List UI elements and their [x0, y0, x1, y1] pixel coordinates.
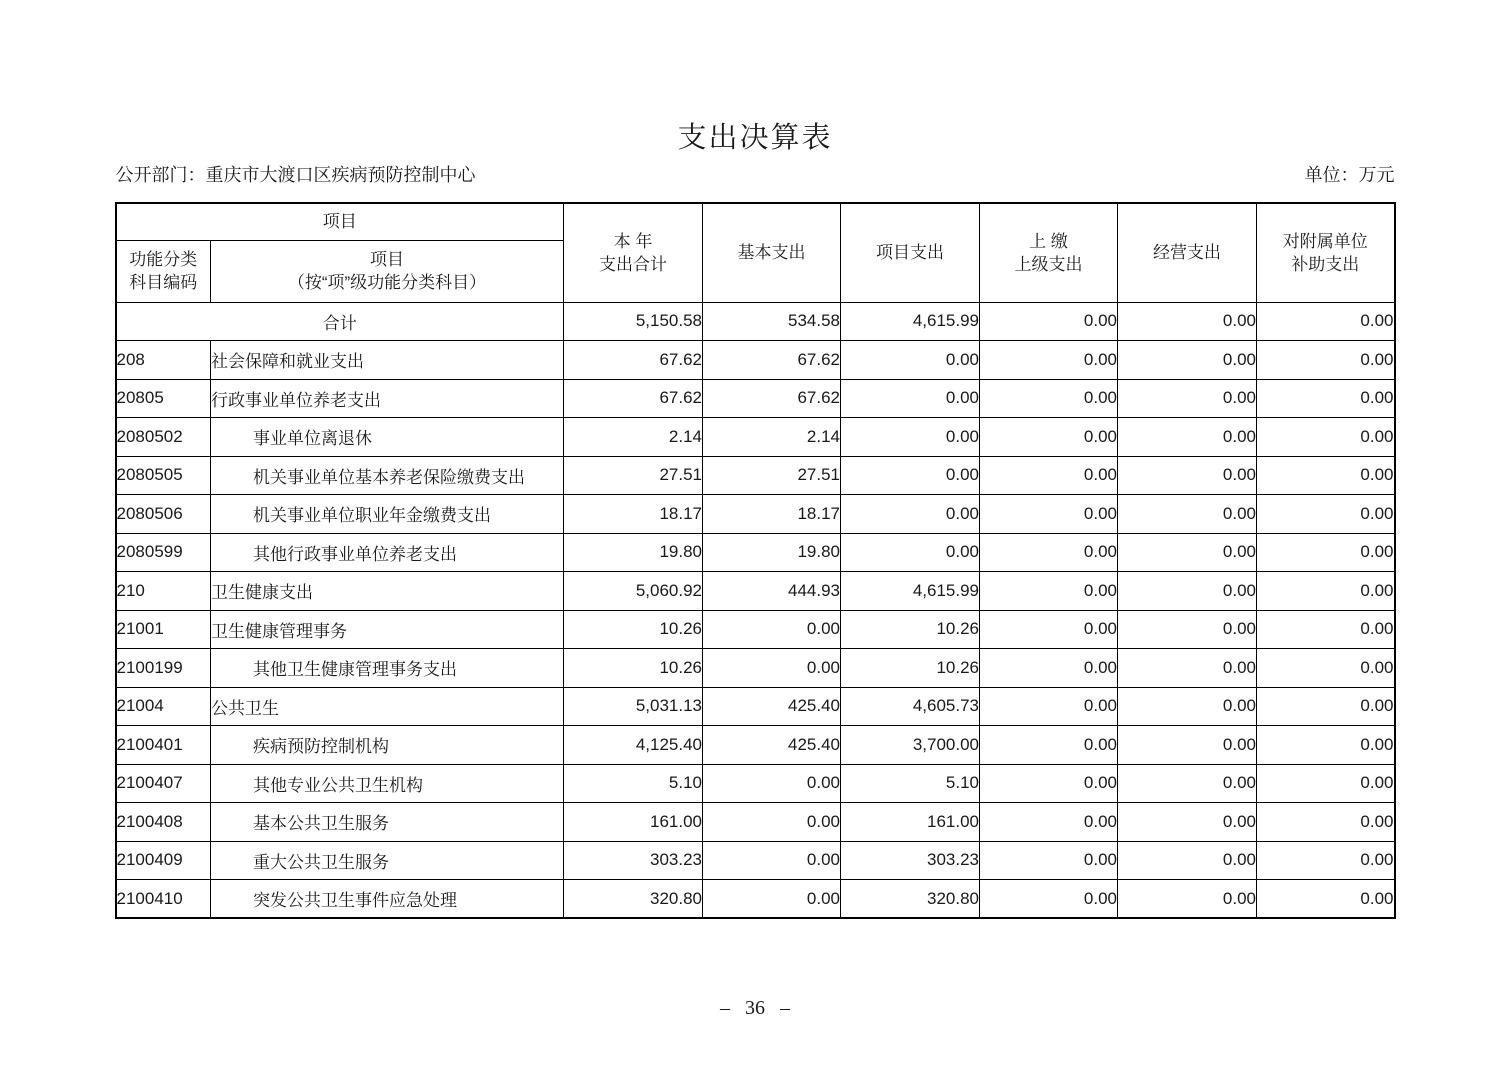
row-code: 21001: [116, 610, 211, 649]
cell-operating-expenditure: 0.00: [1118, 764, 1257, 803]
cell-annual-total: 5,150.58: [564, 302, 703, 341]
cell-operating-expenditure: 0.00: [1118, 803, 1257, 842]
cell-upper-remittance: 0.00: [980, 379, 1118, 418]
row-code: 2080599: [116, 533, 211, 572]
header-upper-remittance: [980, 203, 1118, 302]
cell-annual-total: 5,060.92: [564, 572, 703, 611]
cell-upper-remittance: 0.00: [980, 418, 1118, 457]
table-row: [116, 379, 1395, 418]
row-label: 其他行政事业单位养老支出: [211, 533, 564, 572]
cell-subsidy-expenditure: 0.00: [1257, 379, 1395, 418]
cell-basic-expenditure: 0.00: [703, 841, 841, 880]
cell-basic-expenditure: 425.40: [703, 726, 841, 765]
header-subsidy-line2: 补助支出: [1291, 254, 1360, 274]
cell-annual-total: 67.62: [564, 379, 703, 418]
table-row: [116, 687, 1395, 726]
expenditure-table: [115, 202, 1396, 919]
row-label: 机关事业单位职业年金缴费支出: [211, 495, 564, 534]
header-item-name-line2: （按“项”级功能分类科目）: [287, 273, 487, 292]
cell-annual-total: 320.80: [564, 880, 703, 919]
unit-label: 单位：万元: [1304, 165, 1395, 185]
cell-operating-expenditure: 0.00: [1118, 649, 1257, 688]
cell-upper-remittance: 0.00: [980, 649, 1118, 688]
header-function-code: [116, 240, 211, 302]
cell-annual-total: 161.00: [564, 803, 703, 842]
cell-upper-remittance: 0.00: [980, 803, 1118, 842]
cell-operating-expenditure: 0.00: [1118, 880, 1257, 919]
cell-subsidy-expenditure: 0.00: [1257, 726, 1395, 765]
cell-upper-remittance: 0.00: [980, 841, 1118, 880]
cell-annual-total: 10.26: [564, 610, 703, 649]
meta-row: [116, 164, 1395, 187]
row-label: 公共卫生: [211, 687, 564, 726]
header-annual-total-line1: 本 年: [613, 231, 653, 251]
cell-upper-remittance: 0.00: [980, 302, 1118, 341]
cell-basic-expenditure: 0.00: [703, 764, 841, 803]
cell-project-expenditure: 0.00: [841, 456, 980, 495]
cell-basic-expenditure: 0.00: [703, 880, 841, 919]
header-basic-expenditure: 基本支出: [703, 203, 841, 302]
cell-operating-expenditure: 0.00: [1118, 841, 1257, 880]
cell-basic-expenditure: 2.14: [703, 418, 841, 457]
row-label: 行政事业单位养老支出: [211, 379, 564, 418]
cell-upper-remittance: 0.00: [980, 533, 1118, 572]
table-row: [116, 803, 1395, 842]
header-annual-total: [564, 203, 703, 302]
header-function-code-line1: 功能分类: [129, 250, 198, 269]
cell-basic-expenditure: 0.00: [703, 803, 841, 842]
row-code: 2080506: [116, 495, 211, 534]
header-operating-expenditure: 经营支出: [1118, 203, 1257, 302]
cell-annual-total: 10.26: [564, 649, 703, 688]
cell-project-expenditure: 4,615.99: [841, 572, 980, 611]
page-number: – 36 –: [720, 997, 790, 1019]
header-upper-remittance-line1: 上 缴: [1029, 231, 1068, 251]
row-code: 210: [116, 572, 211, 611]
table-row: [116, 533, 1395, 572]
row-code: 2100407: [116, 764, 211, 803]
cell-subsidy-expenditure: 0.00: [1257, 841, 1395, 880]
cell-project-expenditure: 320.80: [841, 880, 980, 919]
header-subsidy-expenditure: [1257, 203, 1395, 302]
cell-subsidy-expenditure: 0.00: [1257, 610, 1395, 649]
cell-basic-expenditure: 534.58: [703, 302, 841, 341]
cell-annual-total: 67.62: [564, 341, 703, 380]
cell-subsidy-expenditure: 0.00: [1257, 764, 1395, 803]
cell-subsidy-expenditure: 0.00: [1257, 649, 1395, 688]
header-upper-remittance-line2: 上级支出: [1014, 254, 1083, 274]
row-code: 208: [116, 341, 211, 380]
cell-subsidy-expenditure: 0.00: [1257, 418, 1395, 457]
table-row: [116, 418, 1395, 457]
row-code: 2100408: [116, 803, 211, 842]
row-code: 20805: [116, 379, 211, 418]
cell-annual-total: 27.51: [564, 456, 703, 495]
header-item-name: [211, 240, 564, 302]
table-row: [116, 841, 1395, 880]
row-label: 其他卫生健康管理事务支出: [211, 649, 564, 688]
row-label: 卫生健康管理事务: [211, 610, 564, 649]
cell-upper-remittance: 0.00: [980, 880, 1118, 919]
header-item-group: 项目: [116, 203, 564, 240]
cell-upper-remittance: 0.00: [980, 726, 1118, 765]
row-code: 2080502: [116, 418, 211, 457]
cell-project-expenditure: 4,605.73: [841, 687, 980, 726]
cell-upper-remittance: 0.00: [980, 687, 1118, 726]
table-row: [116, 764, 1395, 803]
cell-upper-remittance: 0.00: [980, 456, 1118, 495]
header-subsidy-line1: 对附属单位: [1282, 231, 1368, 251]
cell-operating-expenditure: 0.00: [1118, 533, 1257, 572]
cell-upper-remittance: 0.00: [980, 610, 1118, 649]
cell-upper-remittance: 0.00: [980, 764, 1118, 803]
cell-operating-expenditure: 0.00: [1118, 302, 1257, 341]
cell-upper-remittance: 0.00: [980, 495, 1118, 534]
cell-project-expenditure: 0.00: [841, 533, 980, 572]
cell-basic-expenditure: 27.51: [703, 456, 841, 495]
cell-project-expenditure: 303.23: [841, 841, 980, 880]
table-body: [116, 302, 1395, 918]
header-project-expenditure: 项目支出: [841, 203, 980, 302]
cell-upper-remittance: 0.00: [980, 572, 1118, 611]
cell-basic-expenditure: 0.00: [703, 610, 841, 649]
cell-subsidy-expenditure: 0.00: [1257, 572, 1395, 611]
cell-basic-expenditure: 444.93: [703, 572, 841, 611]
cell-project-expenditure: 3,700.00: [841, 726, 980, 765]
row-label: 疾病预防控制机构: [211, 726, 564, 765]
table-row: [116, 495, 1395, 534]
cell-project-expenditure: 0.00: [841, 418, 980, 457]
row-label: 机关事业单位基本养老保险缴费支出: [211, 456, 564, 495]
cell-operating-expenditure: 0.00: [1118, 418, 1257, 457]
cell-annual-total: 2.14: [564, 418, 703, 457]
cell-project-expenditure: 10.26: [841, 649, 980, 688]
cell-subsidy-expenditure: 0.00: [1257, 880, 1395, 919]
table-row: [116, 726, 1395, 765]
row-label: 合计: [116, 302, 564, 341]
cell-subsidy-expenditure: 0.00: [1257, 456, 1395, 495]
table-row: [116, 572, 1395, 611]
table-row: [116, 649, 1395, 688]
cell-subsidy-expenditure: 0.00: [1257, 687, 1395, 726]
cell-operating-expenditure: 0.00: [1118, 572, 1257, 611]
table-row: [116, 880, 1395, 919]
cell-basic-expenditure: 18.17: [703, 495, 841, 534]
cell-upper-remittance: 0.00: [980, 341, 1118, 380]
row-code: 2100401: [116, 726, 211, 765]
row-label: 重大公共卫生服务: [211, 841, 564, 880]
row-code: 21004: [116, 687, 211, 726]
cell-subsidy-expenditure: 0.00: [1257, 533, 1395, 572]
table-row: [116, 456, 1395, 495]
row-label: 社会保障和就业支出: [211, 341, 564, 380]
cell-operating-expenditure: 0.00: [1118, 495, 1257, 534]
cell-annual-total: 5,031.13: [564, 687, 703, 726]
cell-annual-total: 303.23: [564, 841, 703, 880]
header-function-code-line2: 科目编码: [129, 273, 198, 292]
cell-project-expenditure: 4,615.99: [841, 302, 980, 341]
row-label: 其他专业公共卫生机构: [211, 764, 564, 803]
cell-annual-total: 18.17: [564, 495, 703, 534]
header-item-name-line1: 项目: [370, 250, 404, 269]
row-label: 突发公共卫生事件应急处理: [211, 880, 564, 919]
cell-subsidy-expenditure: 0.00: [1257, 341, 1395, 380]
cell-basic-expenditure: 19.80: [703, 533, 841, 572]
cell-basic-expenditure: 0.00: [703, 649, 841, 688]
cell-project-expenditure: 161.00: [841, 803, 980, 842]
cell-basic-expenditure: 67.62: [703, 379, 841, 418]
cell-operating-expenditure: 0.00: [1118, 456, 1257, 495]
row-label: 卫生健康支出: [211, 572, 564, 611]
table-row: [116, 341, 1395, 380]
row-code: 2080505: [116, 456, 211, 495]
header-annual-total-line2: 支出合计: [599, 254, 667, 274]
cell-project-expenditure: 0.00: [841, 341, 980, 380]
row-code: 2100199: [116, 649, 211, 688]
cell-basic-expenditure: 425.40: [703, 687, 841, 726]
cell-subsidy-expenditure: 0.00: [1257, 302, 1395, 341]
department-label: 公开部门：重庆市大渡口区疾病预防控制中心: [115, 165, 476, 185]
table-row: [116, 610, 1395, 649]
cell-basic-expenditure: 67.62: [703, 341, 841, 380]
cell-operating-expenditure: 0.00: [1118, 726, 1257, 765]
cell-subsidy-expenditure: 0.00: [1257, 495, 1395, 534]
row-label: 事业单位离退休: [211, 418, 564, 457]
table-row: [116, 302, 1395, 341]
cell-subsidy-expenditure: 0.00: [1257, 803, 1395, 842]
table-header: [116, 203, 1395, 302]
row-label: 基本公共卫生服务: [211, 803, 564, 842]
cell-annual-total: 5.10: [564, 764, 703, 803]
page-title: 支出决算表: [677, 122, 833, 154]
cell-annual-total: 4,125.40: [564, 726, 703, 765]
cell-annual-total: 19.80: [564, 533, 703, 572]
cell-project-expenditure: 0.00: [841, 495, 980, 534]
cell-project-expenditure: 5.10: [841, 764, 980, 803]
cell-project-expenditure: 10.26: [841, 610, 980, 649]
cell-operating-expenditure: 0.00: [1118, 687, 1257, 726]
cell-project-expenditure: 0.00: [841, 379, 980, 418]
cell-operating-expenditure: 0.00: [1118, 341, 1257, 380]
cell-operating-expenditure: 0.00: [1118, 379, 1257, 418]
cell-operating-expenditure: 0.00: [1118, 610, 1257, 649]
row-code: 2100409: [116, 841, 211, 880]
header-row-1: [116, 203, 1395, 240]
row-code: 2100410: [116, 880, 211, 919]
